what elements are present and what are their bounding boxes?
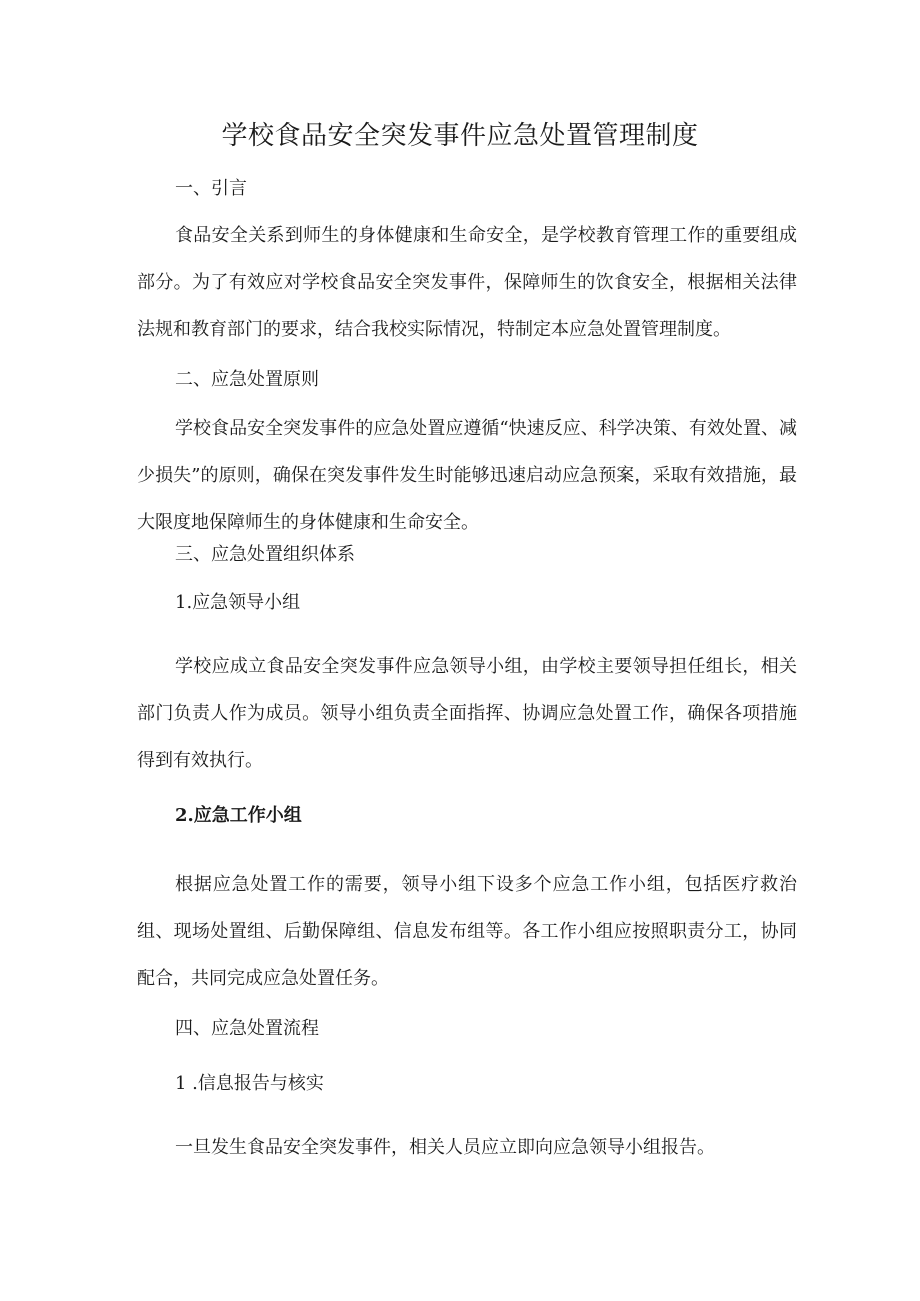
subsection-heading-reporting: 1 .信息报告与核实 bbox=[175, 1073, 324, 1094]
section-heading-introduction: 一、引言 bbox=[175, 178, 247, 199]
section-heading-principles: 二、应急处置原则 bbox=[175, 369, 319, 390]
section-heading-organization: 三、应急处置组织体系 bbox=[175, 544, 355, 565]
subsection-body-working-groups: 根据应急处置工作的需要，领导小组下设多个应急工作小组，包括医疗救治组、现场处置组、后勤保障组、信息发布组等。各工作小组应按照职责分工，协同配合，共同完成应急处置任务。 bbox=[137, 874, 797, 989]
subsection-body-leadership-group: 学校应成立食品安全突发事件应急领导小组，由学校主要领导担任组长，相关部门负责人作为成员。领导小组负责全面指挥、协调应急处置工作，确保各项措施得到有效执行。 bbox=[137, 656, 797, 771]
section-body-introduction: 食品安全关系到师生的身体健康和生命安全，是学校教育管理工作的重要组成部分。为了有效应对学校食品安全突发事件，保障师生的饮食安全，根据相关法律法规和教育部门的要求，结合我校实际情况，特制定本应急处置管理制度。 bbox=[137, 225, 797, 340]
subsection-heading-working-groups: 2.应急工作小组 bbox=[175, 805, 302, 826]
section-body-principles: 学校食品安全突发事件的应急处置应遵循“快速反应、科学决策、有效处置、减少损失”的原则，确保在突发事件发生时能够迅速启动应急预案，采取有效措施，最大限度地保障师生的身体健康和生命安全。 bbox=[137, 418, 797, 533]
subsection-heading-leadership-group: 1.应急领导小组 bbox=[175, 592, 301, 613]
document-title: 学校食品安全突发事件应急处置管理制度 bbox=[221, 121, 699, 151]
subsection-body-reporting: 一旦发生食品安全突发事件，相关人员应立即向应急领导小组报告。 bbox=[175, 1137, 715, 1158]
section-heading-procedure: 四、应急处置流程 bbox=[175, 1018, 319, 1039]
